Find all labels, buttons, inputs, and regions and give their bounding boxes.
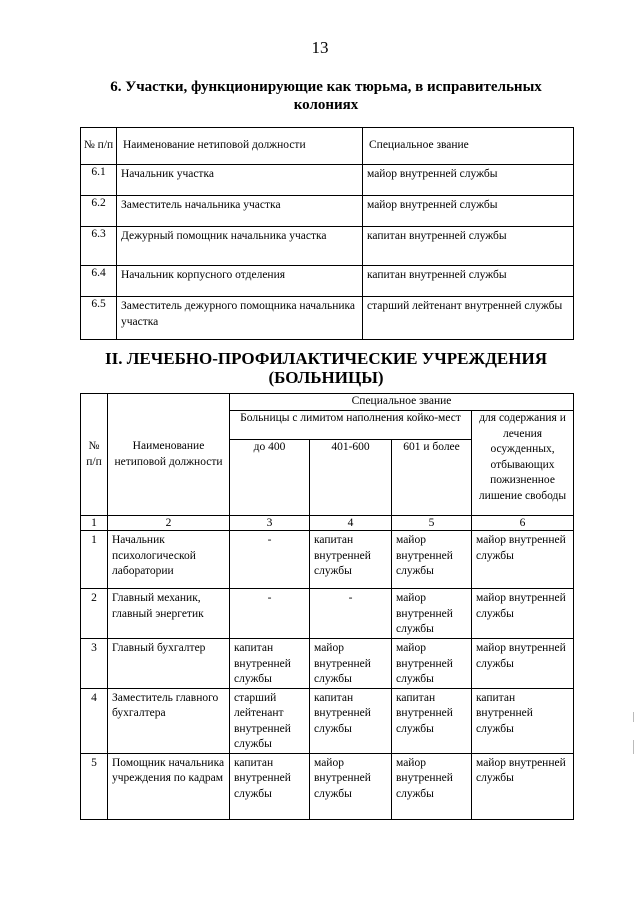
- table-header-row: [81, 128, 574, 165]
- row-position: Заместитель дежурного помощника начальника участка: [117, 297, 363, 340]
- row-num: 4: [81, 688, 108, 753]
- row-upto400: капитан внутренней службы: [230, 753, 310, 819]
- row-601plus: майор внутренней службы: [392, 639, 472, 689]
- row-life: майор внутренней службы: [472, 589, 574, 639]
- row-position: Главный механик, главный энергетик: [108, 589, 230, 639]
- row-rank: старший лейтенант внутренней службы: [363, 297, 574, 340]
- row-401-600: капитан внутренней службы: [310, 688, 392, 753]
- header-life: для содержания и лечения осужденных, отбывающих пожизненное лишение свободы: [472, 411, 574, 516]
- header-601plus: 601 и более: [392, 440, 472, 516]
- column-number-row: [81, 516, 574, 531]
- row-position: Начальник корпусного отделения: [117, 266, 363, 297]
- table-row: [81, 531, 574, 589]
- row-position: Дежурный помощник начальника участка: [117, 227, 363, 266]
- page-number: 13: [311, 38, 329, 57]
- column-number: 2: [108, 516, 230, 531]
- row-rank: капитан внутренней службы: [363, 227, 574, 266]
- row-upto400: капитан внутренней службы: [230, 639, 310, 689]
- row-601plus: капитан внутренней службы: [392, 688, 472, 753]
- section-2-table: [80, 393, 574, 820]
- table-row: [81, 196, 574, 227]
- section-6-table: [80, 127, 574, 340]
- column-number: 6: [472, 516, 574, 531]
- table-row: [81, 227, 574, 266]
- table-row: [81, 753, 574, 819]
- row-rank: майор внутренней службы: [363, 196, 574, 227]
- row-rank: капитан внутренней службы: [363, 266, 574, 297]
- row-401-600: -: [310, 589, 392, 639]
- row-401-600: майор внутренней службы: [310, 639, 392, 689]
- table-row: [81, 639, 574, 689]
- row-life: майор внутренней службы: [472, 639, 574, 689]
- row-num: 3: [81, 639, 108, 689]
- column-number: 5: [392, 516, 472, 531]
- row-rank: майор внутренней службы: [363, 165, 574, 196]
- scan-mark: [633, 712, 634, 722]
- column-number: 3: [230, 516, 310, 531]
- column-number: 1: [81, 516, 108, 531]
- header-hospitals: Больницы с лимитом наполнения койко-мест: [230, 411, 472, 440]
- header-rank: Специальное звание: [230, 394, 574, 411]
- row-position: Заместитель главного бухгалтера: [108, 688, 230, 753]
- row-num: 6.5: [81, 297, 117, 340]
- row-401-600: капитан внутренней службы: [310, 531, 392, 589]
- table-row: [81, 297, 574, 340]
- row-life: майор внутренней службы: [472, 531, 574, 589]
- row-601plus: майор внутренней службы: [392, 589, 472, 639]
- row-401-600: майор внутренней службы: [310, 753, 392, 819]
- row-upto400: старший лейтенант внутренней службы: [230, 688, 310, 753]
- section-2-heading: II. ЛЕЧЕБНО-ПРОФИЛАКТИЧЕСКИЕ УЧРЕЖДЕНИЯ (БОЛЬНИЦЫ): [105, 349, 547, 387]
- row-num: 1: [81, 531, 108, 589]
- row-upto400: -: [230, 589, 310, 639]
- header-num: № п/п: [81, 128, 117, 165]
- row-num: 6.4: [81, 266, 117, 297]
- row-num: 6.1: [81, 165, 117, 196]
- row-life: майор внутренней службы: [472, 753, 574, 819]
- row-position: Заместитель начальника участка: [117, 196, 363, 227]
- table-row: [81, 266, 574, 297]
- scan-mark: [633, 740, 634, 754]
- table-row: [81, 589, 574, 639]
- column-number: 4: [310, 516, 392, 531]
- header-rank: Специальное звание: [363, 128, 574, 165]
- table-row: [81, 688, 574, 753]
- header-upto400: до 400: [230, 440, 310, 516]
- header-401-600: 401-600: [310, 440, 392, 516]
- row-num: 2: [81, 589, 108, 639]
- header-position: Наименование нетиповой должности: [108, 394, 230, 516]
- row-position: Помощник начальника учреждения по кадрам: [108, 753, 230, 819]
- row-position: Начальник участка: [117, 165, 363, 196]
- row-601plus: майор внутренней службы: [392, 753, 472, 819]
- row-position: Начальник психологической лаборатории: [108, 531, 230, 589]
- row-num: 5: [81, 753, 108, 819]
- header-num: № п/п: [81, 394, 108, 516]
- row-position: Главный бухгалтер: [108, 639, 230, 689]
- row-upto400: -: [230, 531, 310, 589]
- table-header-row: [81, 394, 574, 411]
- section-6-heading: 6. Участки, функционирующие как тюрьма, в исправительных колониях: [110, 79, 542, 113]
- row-601plus: майор внутренней службы: [392, 531, 472, 589]
- header-position: Наименование нетиповой должности: [117, 128, 363, 165]
- row-num: 6.3: [81, 227, 117, 266]
- row-num: 6.2: [81, 196, 117, 227]
- table-row: [81, 165, 574, 196]
- row-life: капитан внутренней службы: [472, 688, 574, 753]
